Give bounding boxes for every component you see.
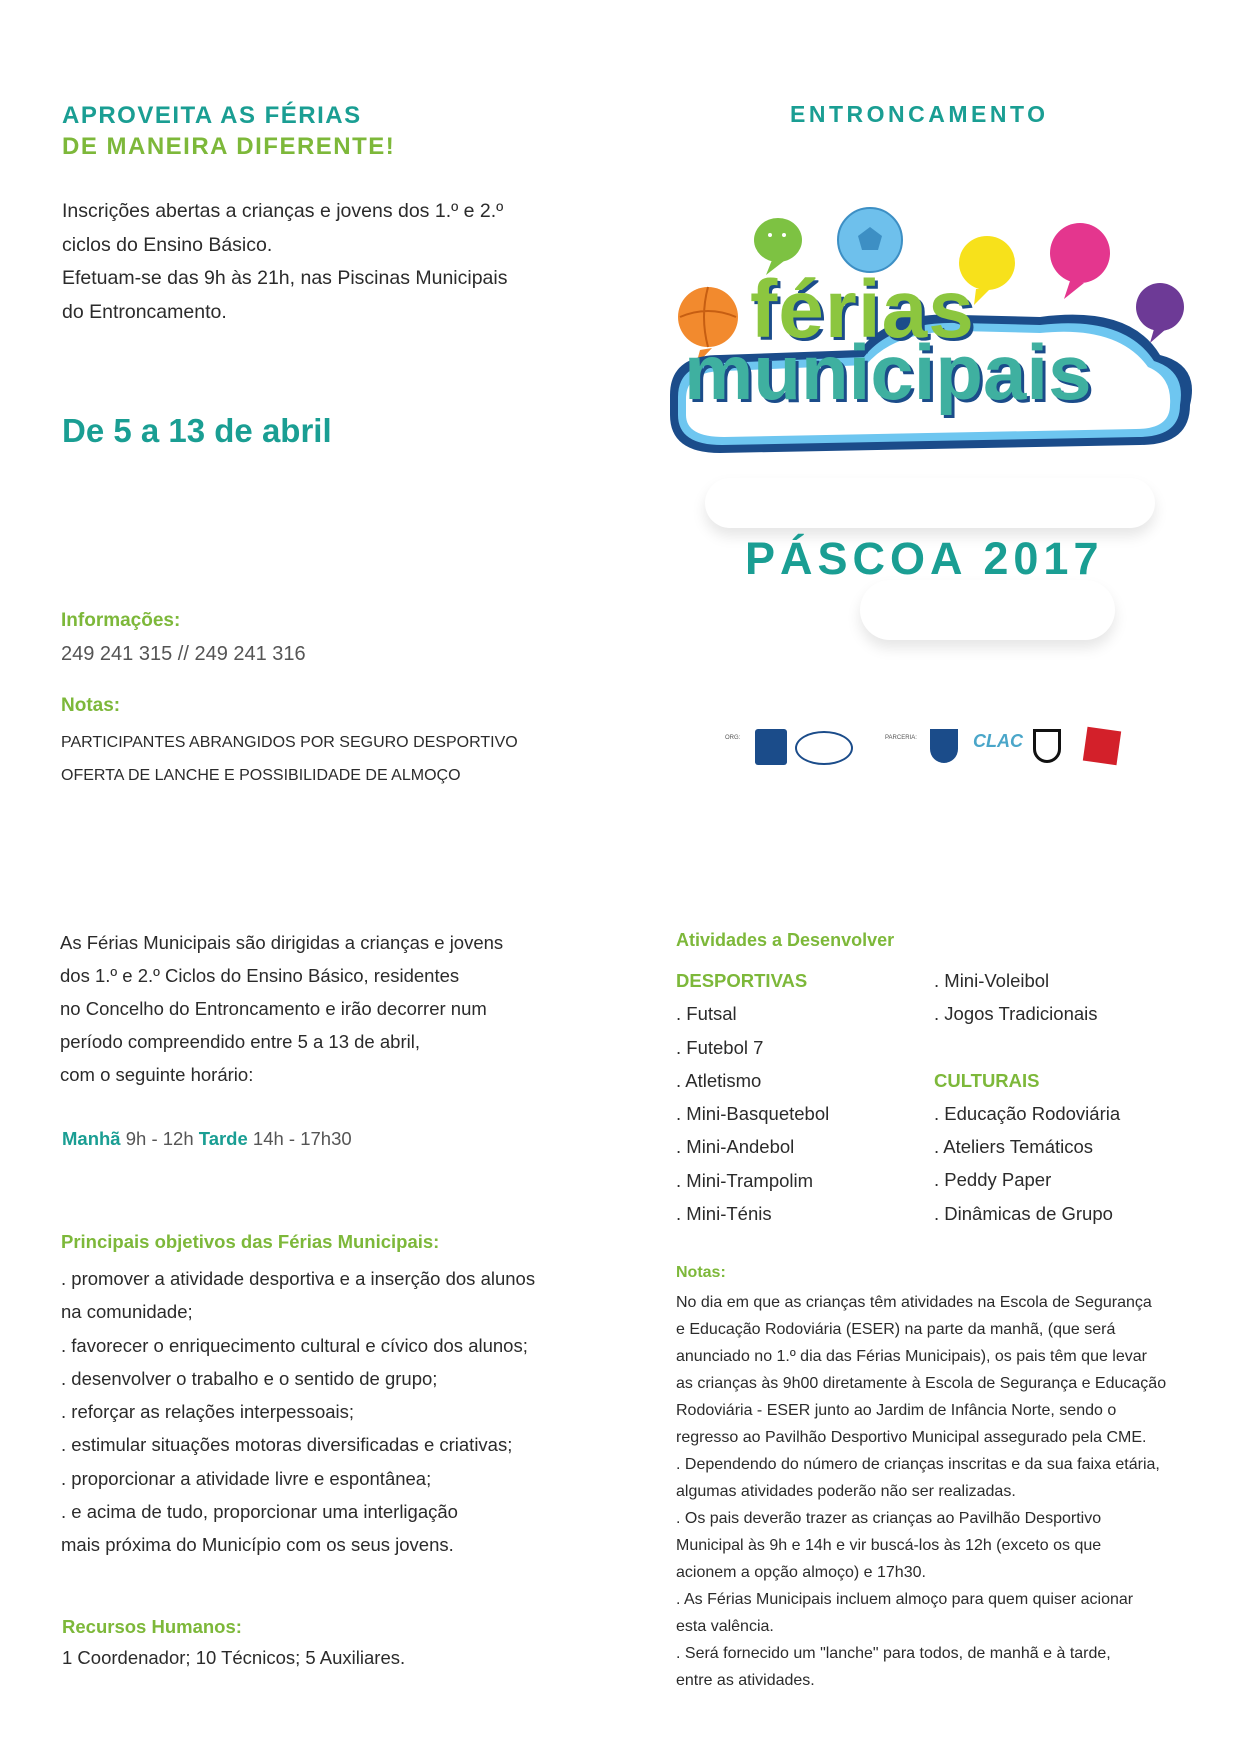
objective-line: mais próxima do Município com os seus jovens. [61,1534,454,1556]
notes-top [61,726,518,792]
note-line: Municipal às 9h e 14h e vir buscá-los às 12h (exceto os que [676,1537,1102,1554]
activity-item: . Mini-Trampolim [676,1169,814,1191]
activities-title: Atividades a Desenvolver [676,930,895,950]
pink-balloon-icon [1050,223,1110,299]
cloud-decoration [860,580,1115,640]
description-line: As Férias Municipais são dirigidas a crianças e jovens [60,932,504,953]
activity-item: . Ateliers Temáticos [934,1136,1094,1158]
activity-item: . Dinâmicas de Grupo [934,1202,1113,1224]
culture-column [934,964,1120,1230]
description [60,926,503,1091]
activity-item: . Futebol 7 [676,1036,764,1058]
note-line: algumas atividades poderão não ser realizadas. [676,1483,1016,1500]
info-phones: 249 241 315 // 249 241 316 [61,643,306,665]
activity-item: . Mini-Basquetebol [676,1103,830,1125]
note-line: . Os pais deverão trazer as crianças ao Pavilhão Desportivo [676,1510,1102,1527]
intro-text [62,195,507,329]
clac-logo: CLAC [973,731,1023,751]
objective-line: . proporcionar a atividade livre e espontânea; [61,1467,432,1489]
schedule [62,1128,352,1150]
municipality-logo [755,729,787,765]
afternoon-label: Tarde [198,1128,248,1149]
description-line: com o seguinte horário: [60,1064,254,1085]
morning-label: Manhã [62,1128,121,1149]
activity-item: . Mini-Ténis [676,1203,772,1225]
dates-heading: De 5 a 13 de abril [62,412,332,449]
objective-line: . desenvolver o trabalho e o sentido de grupo; [61,1367,438,1389]
objective-line: na comunidade; [61,1301,193,1323]
note-line: anunciado no 1.º dia das Férias Municipais), os pais têm que levar [676,1348,1147,1365]
sports-club-logo [1033,729,1061,763]
resources-text: 1 Coordenador; 10 Técnicos; 5 Auxiliares. [62,1647,406,1668]
town-name: ENTRONCAMENTO [790,101,1049,127]
objective-line: . promover a atividade desportiva e a inserção dos alunos [61,1268,536,1289]
headline [62,100,395,162]
note-line: . As Férias Municipais incluem almoço para quem quiser acionar [676,1591,1134,1608]
intro-line: ciclos do Ensino Básico. [62,233,273,256]
note-line: Rodoviária - ESER junto ao Jardim de Infância Norte, sendo o [676,1402,1117,1419]
activity-item: . Mini-Andebol [676,1136,795,1158]
objective-line: . estimular situações motoras diversificadas e criativas; [61,1434,513,1456]
headline-line1: APROVEITA AS FÉRIAS [62,102,362,129]
note-line: acionem a opção almoço) e 17h30. [676,1564,926,1581]
objective-line: . e acima de tudo, proporcionar uma interligação [61,1501,458,1523]
note-line: No dia em que as crianças têm atividades na Escola de Segurança [676,1294,1152,1311]
activity-item: . Educação Rodoviária [934,1102,1121,1124]
note-line: regresso ao Pavilhão Desportivo Municipal assegurado pela CME. [676,1429,1147,1446]
notes-bottom-label: Notas: [676,1264,726,1281]
description-line: dos 1.º e 2.º Ciclos do Ensino Básico, residentes [60,965,460,986]
partner-label: PARCERIA: [885,735,917,741]
notes-bottom [676,1289,1166,1694]
logo-word-municipais: municipais [684,328,1092,416]
resources-title: Recursos Humanos: [62,1616,242,1637]
intro-line: do Entroncamento. [62,300,227,323]
partner-logos [725,725,1125,775]
purple-balloon-icon [1136,283,1184,343]
headline-line2: DE MANEIRA DIFERENTE! [62,133,396,160]
season-title: PÁSCOA 2017 [745,533,1104,584]
afternoon-hours: 14h - 17h30 [247,1128,352,1149]
notes-top-line: PARTICIPANTES ABRANGIDOS POR SEGURO DESPORTIVO [61,734,518,751]
notes-top-label: Notas: [61,695,121,716]
intro-line: Inscrições abertas a crianças e jovens dos 1.º e 2.º [62,200,504,222]
red-cube-logo [1083,727,1121,765]
objective-line: . reforçar as relações interpessoais; [61,1401,355,1423]
intro-line: Efetuam-se das 9h às 21h, nas Piscinas Municipais [62,267,508,289]
description-line: no Concelho do Entroncamento e irão decorrer num [60,998,487,1019]
note-line: esta valência. [676,1618,774,1635]
note-line: as crianças às 9h00 diretamente à Escola de Segurança e Educação [676,1375,1167,1392]
objectives-list [61,1262,535,1562]
activity-item: . Futsal [676,1003,737,1025]
cloud-decoration [705,478,1155,528]
desporto-logo [795,731,853,765]
club-crest-logo [930,729,958,763]
org-label: ORG: [725,735,741,741]
objectives-title: Principais objetivos das Férias Municipais: [61,1231,440,1252]
activity-item: . Peddy Paper [934,1169,1052,1191]
ferias-municipais-logo [660,205,1200,515]
culture-title: CULTURAIS [934,1069,1040,1091]
info-label: Informações: [61,610,181,631]
morning-hours: 9h - 12h [120,1128,199,1149]
objective-line: . favorecer o enriquecimento cultural e cívico dos alunos; [61,1334,528,1356]
sports-column [676,964,829,1230]
activity-item: . Mini-Voleibol [934,970,1050,991]
activity-item: . Jogos Tradicionais [934,1003,1098,1025]
note-line: . Será fornecido um "lanche" para todos, de manhã e à tarde, [676,1645,1111,1662]
logo-word-ferias: férias [750,264,975,355]
activity-item: . Atletismo [676,1069,762,1091]
note-line: . Dependendo do número de crianças inscritas e da sua faixa etária, [676,1456,1160,1473]
note-line: e Educação Rodoviária (ESER) na parte da manhã, (que será [676,1321,1116,1338]
notes-top-line: OFERTA DE LANCHE E POSSIBILIDADE DE ALMOÇO [61,767,461,784]
description-line: período compreendido entre 5 a 13 de abril, [60,1031,420,1052]
sports-title: DESPORTIVAS [676,970,808,991]
note-line: entre as atividades. [676,1672,815,1689]
